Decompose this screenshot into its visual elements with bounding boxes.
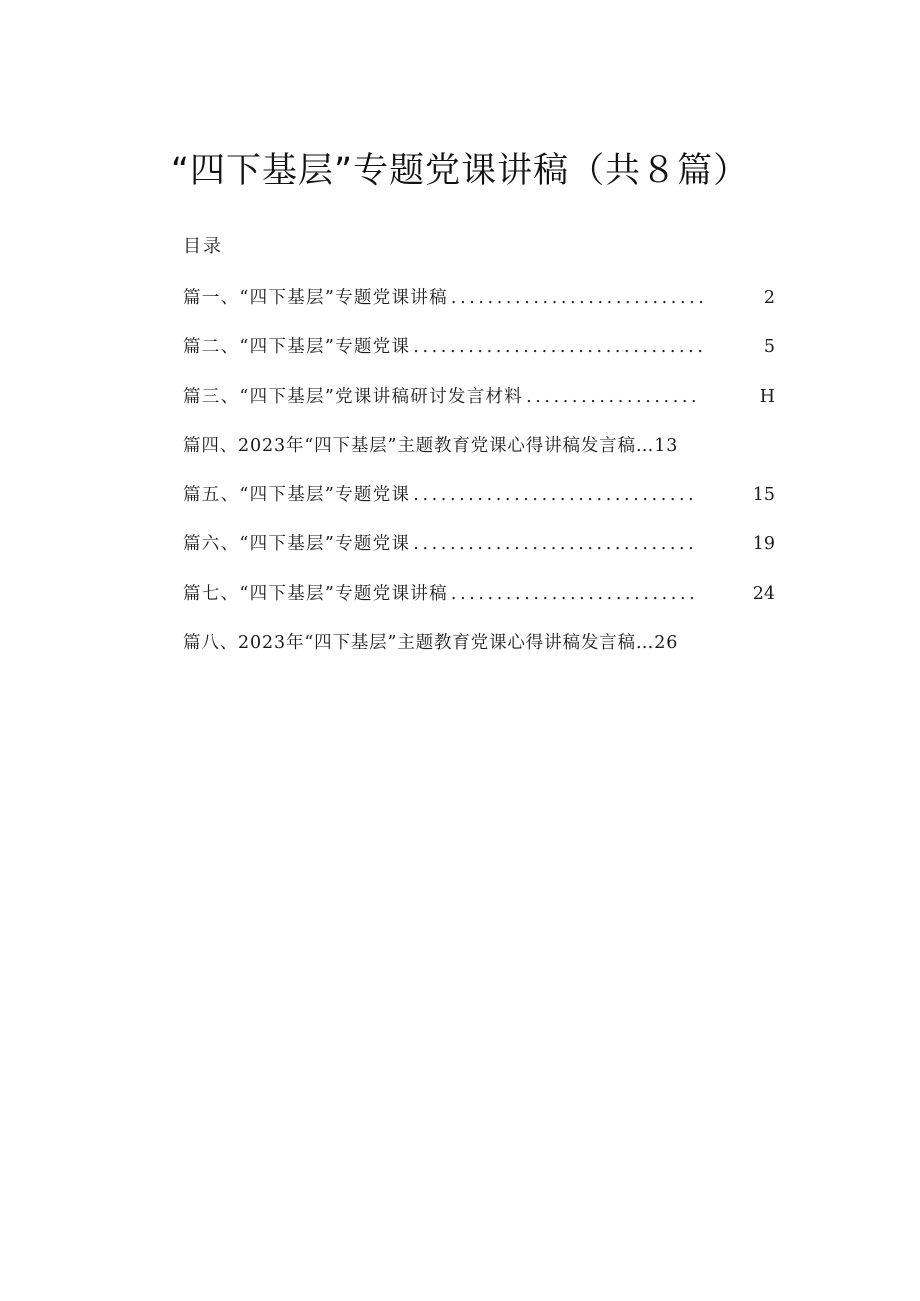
toc-entry[interactable] <box>183 384 775 433</box>
toc-page-number: 19 <box>752 534 775 555</box>
toc-entry[interactable] <box>183 334 775 383</box>
toc-heading: 目录 <box>183 236 223 257</box>
table-of-contents <box>183 285 775 679</box>
toc-dot-leader: ............................ <box>450 288 708 308</box>
toc-page-number: 24 <box>752 583 775 604</box>
toc-entry-label: 篇八、2023年“四下基层”主题教育党课心得讲稿发言稿…26 <box>183 633 679 654</box>
toc-entry[interactable] <box>183 581 775 630</box>
toc-entry-label: 篇四、2023年“四下基层”主题教育党课心得讲稿发言稿…13 <box>183 435 679 456</box>
toc-entry-label: 篇七、“四下基层”专题党课讲稿 <box>183 583 448 604</box>
toc-entry[interactable] <box>183 285 775 334</box>
toc-entry[interactable] <box>183 630 775 679</box>
document-title: “四下基层”专题党课讲稿（共８篇） <box>170 151 750 191</box>
toc-entry[interactable] <box>183 482 775 531</box>
toc-entry[interactable] <box>183 433 775 482</box>
toc-entry-label: 篇五、“四下基层”专题党课 <box>183 485 411 506</box>
toc-page-number: H <box>759 386 775 407</box>
toc-dot-leader: ............................... <box>413 534 698 555</box>
toc-dot-leader: ............................... <box>413 485 698 506</box>
toc-dot-leader: ................................ <box>413 337 707 358</box>
toc-page-number: 2 <box>763 288 775 308</box>
toc-entry-label: 篇三、“四下基层”党课讲稿研讨发言材料 <box>183 386 524 407</box>
toc-entry-label: 篇一、“四下基层”专题党课讲稿 <box>183 288 448 308</box>
toc-dot-leader: ........................... <box>450 583 699 604</box>
toc-page-number: 15 <box>752 485 775 506</box>
toc-entry-label: 篇六、“四下基层”专题党课 <box>183 534 411 555</box>
toc-page-number: 5 <box>763 337 775 358</box>
toc-entry[interactable] <box>183 531 775 580</box>
toc-dot-leader: ................... <box>526 386 701 407</box>
toc-entry-label: 篇二、“四下基层”专题党课 <box>183 337 411 358</box>
